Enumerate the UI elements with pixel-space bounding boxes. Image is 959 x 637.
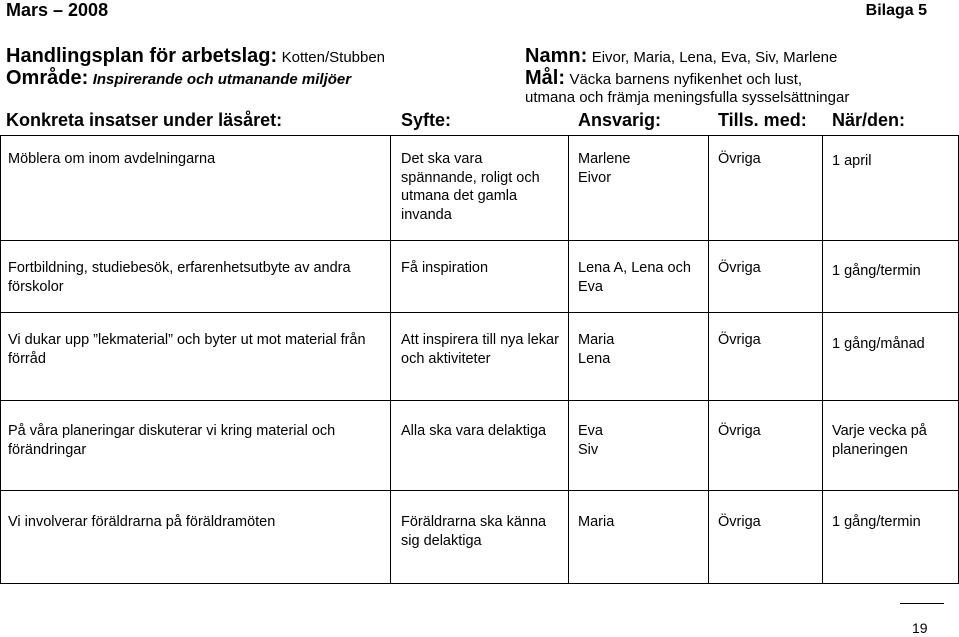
plan-title-value: Kotten/Stubben [281, 49, 386, 66]
table-rule [708, 135, 709, 584]
row-2-responsible: Lena A, Lena och Eva [578, 260, 691, 295]
plan-names-label: Namn: [525, 45, 588, 67]
plan-goal-line1: Väcka barnens nyfikenhet och lust, [569, 71, 803, 88]
table-rule [0, 312, 959, 313]
plan-area-value: Inspirerande och utmanande miljöer [92, 71, 352, 88]
column-header-responsible: Ansvarig: [578, 110, 662, 130]
row-4-responsible: Eva Siv [578, 423, 603, 458]
row-1-with: Övriga [718, 151, 761, 167]
row-2-with: Övriga [718, 260, 761, 276]
row-4-with: Övriga [718, 423, 761, 439]
appendix-label: Bilaga 5 [865, 2, 927, 19]
row-1-purpose: Det ska vara spännande, roligt och utmana det gamla invanda [401, 151, 540, 223]
row-1-responsible: Marlene Eivor [578, 151, 631, 186]
table-rule [568, 135, 569, 584]
plan-goal-line2: utmana och främja meningsfulla sysselsättningar [525, 89, 850, 106]
plan-goal [525, 67, 802, 89]
row-5-action: Vi involverar föräldrarna på föräldramöten [8, 514, 276, 530]
plan-area-label: Område: [6, 67, 89, 89]
plan-names-value: Eivor, Maria, Lena, Eva, Siv, Marlene [591, 49, 838, 66]
column-header-purpose: Syfte: [401, 110, 452, 130]
row-3-responsible: Maria Lena [578, 332, 615, 367]
row-3-action: Vi dukar upp ”lekmaterial” och byter ut mot material från förråd [8, 332, 366, 367]
table-rule [0, 240, 959, 241]
column-header-actions: Konkreta insatser under läsåret: [6, 110, 283, 130]
table-rule [0, 490, 959, 491]
plan-area [6, 67, 351, 89]
row-5-responsible: Maria [578, 514, 615, 530]
document-date: Mars – 2008 [6, 0, 109, 20]
plan-title [6, 45, 385, 67]
row-1-action: Möblera om inom avdelningarna [8, 151, 216, 167]
table-rule [822, 135, 823, 584]
row-4-action: På våra planeringar diskuterar vi kring material och förändringar [8, 423, 336, 458]
column-header-when: När/den: [832, 110, 906, 130]
row-5-with: Övriga [718, 514, 761, 530]
row-2-action: Fortbildning, studiebesök, erfarenhetsutbyte av andra förskolor [8, 260, 351, 295]
plan-title-label: Handlingsplan för arbetslag: [6, 45, 278, 67]
row-5-when: 1 gång/termin [832, 514, 921, 530]
row-5-purpose: Föräldrarna ska känna sig delaktiga [401, 514, 547, 549]
row-4-purpose: Alla ska vara delaktiga [401, 423, 547, 439]
table-rule [390, 135, 391, 584]
row-3-purpose: Att inspirera till nya lekar och aktiviteter [401, 332, 559, 367]
column-header-with: Tills. med: [718, 110, 807, 130]
row-3-with: Övriga [718, 332, 761, 348]
table-rule [0, 135, 1, 584]
plan-goal-label: Mål: [525, 67, 565, 89]
table-rule [0, 400, 959, 401]
row-3-when: 1 gång/månad [832, 336, 925, 352]
page-number: 19 [912, 620, 928, 636]
row-1-when: 1 april [832, 153, 872, 169]
row-4-when: Varje vecka på planeringen [832, 423, 927, 458]
row-2-purpose: Få inspiration [401, 260, 489, 276]
row-2-when: 1 gång/termin [832, 263, 921, 279]
plan-names [525, 45, 837, 67]
table-rule [0, 135, 959, 136]
table-rule [0, 583, 959, 584]
